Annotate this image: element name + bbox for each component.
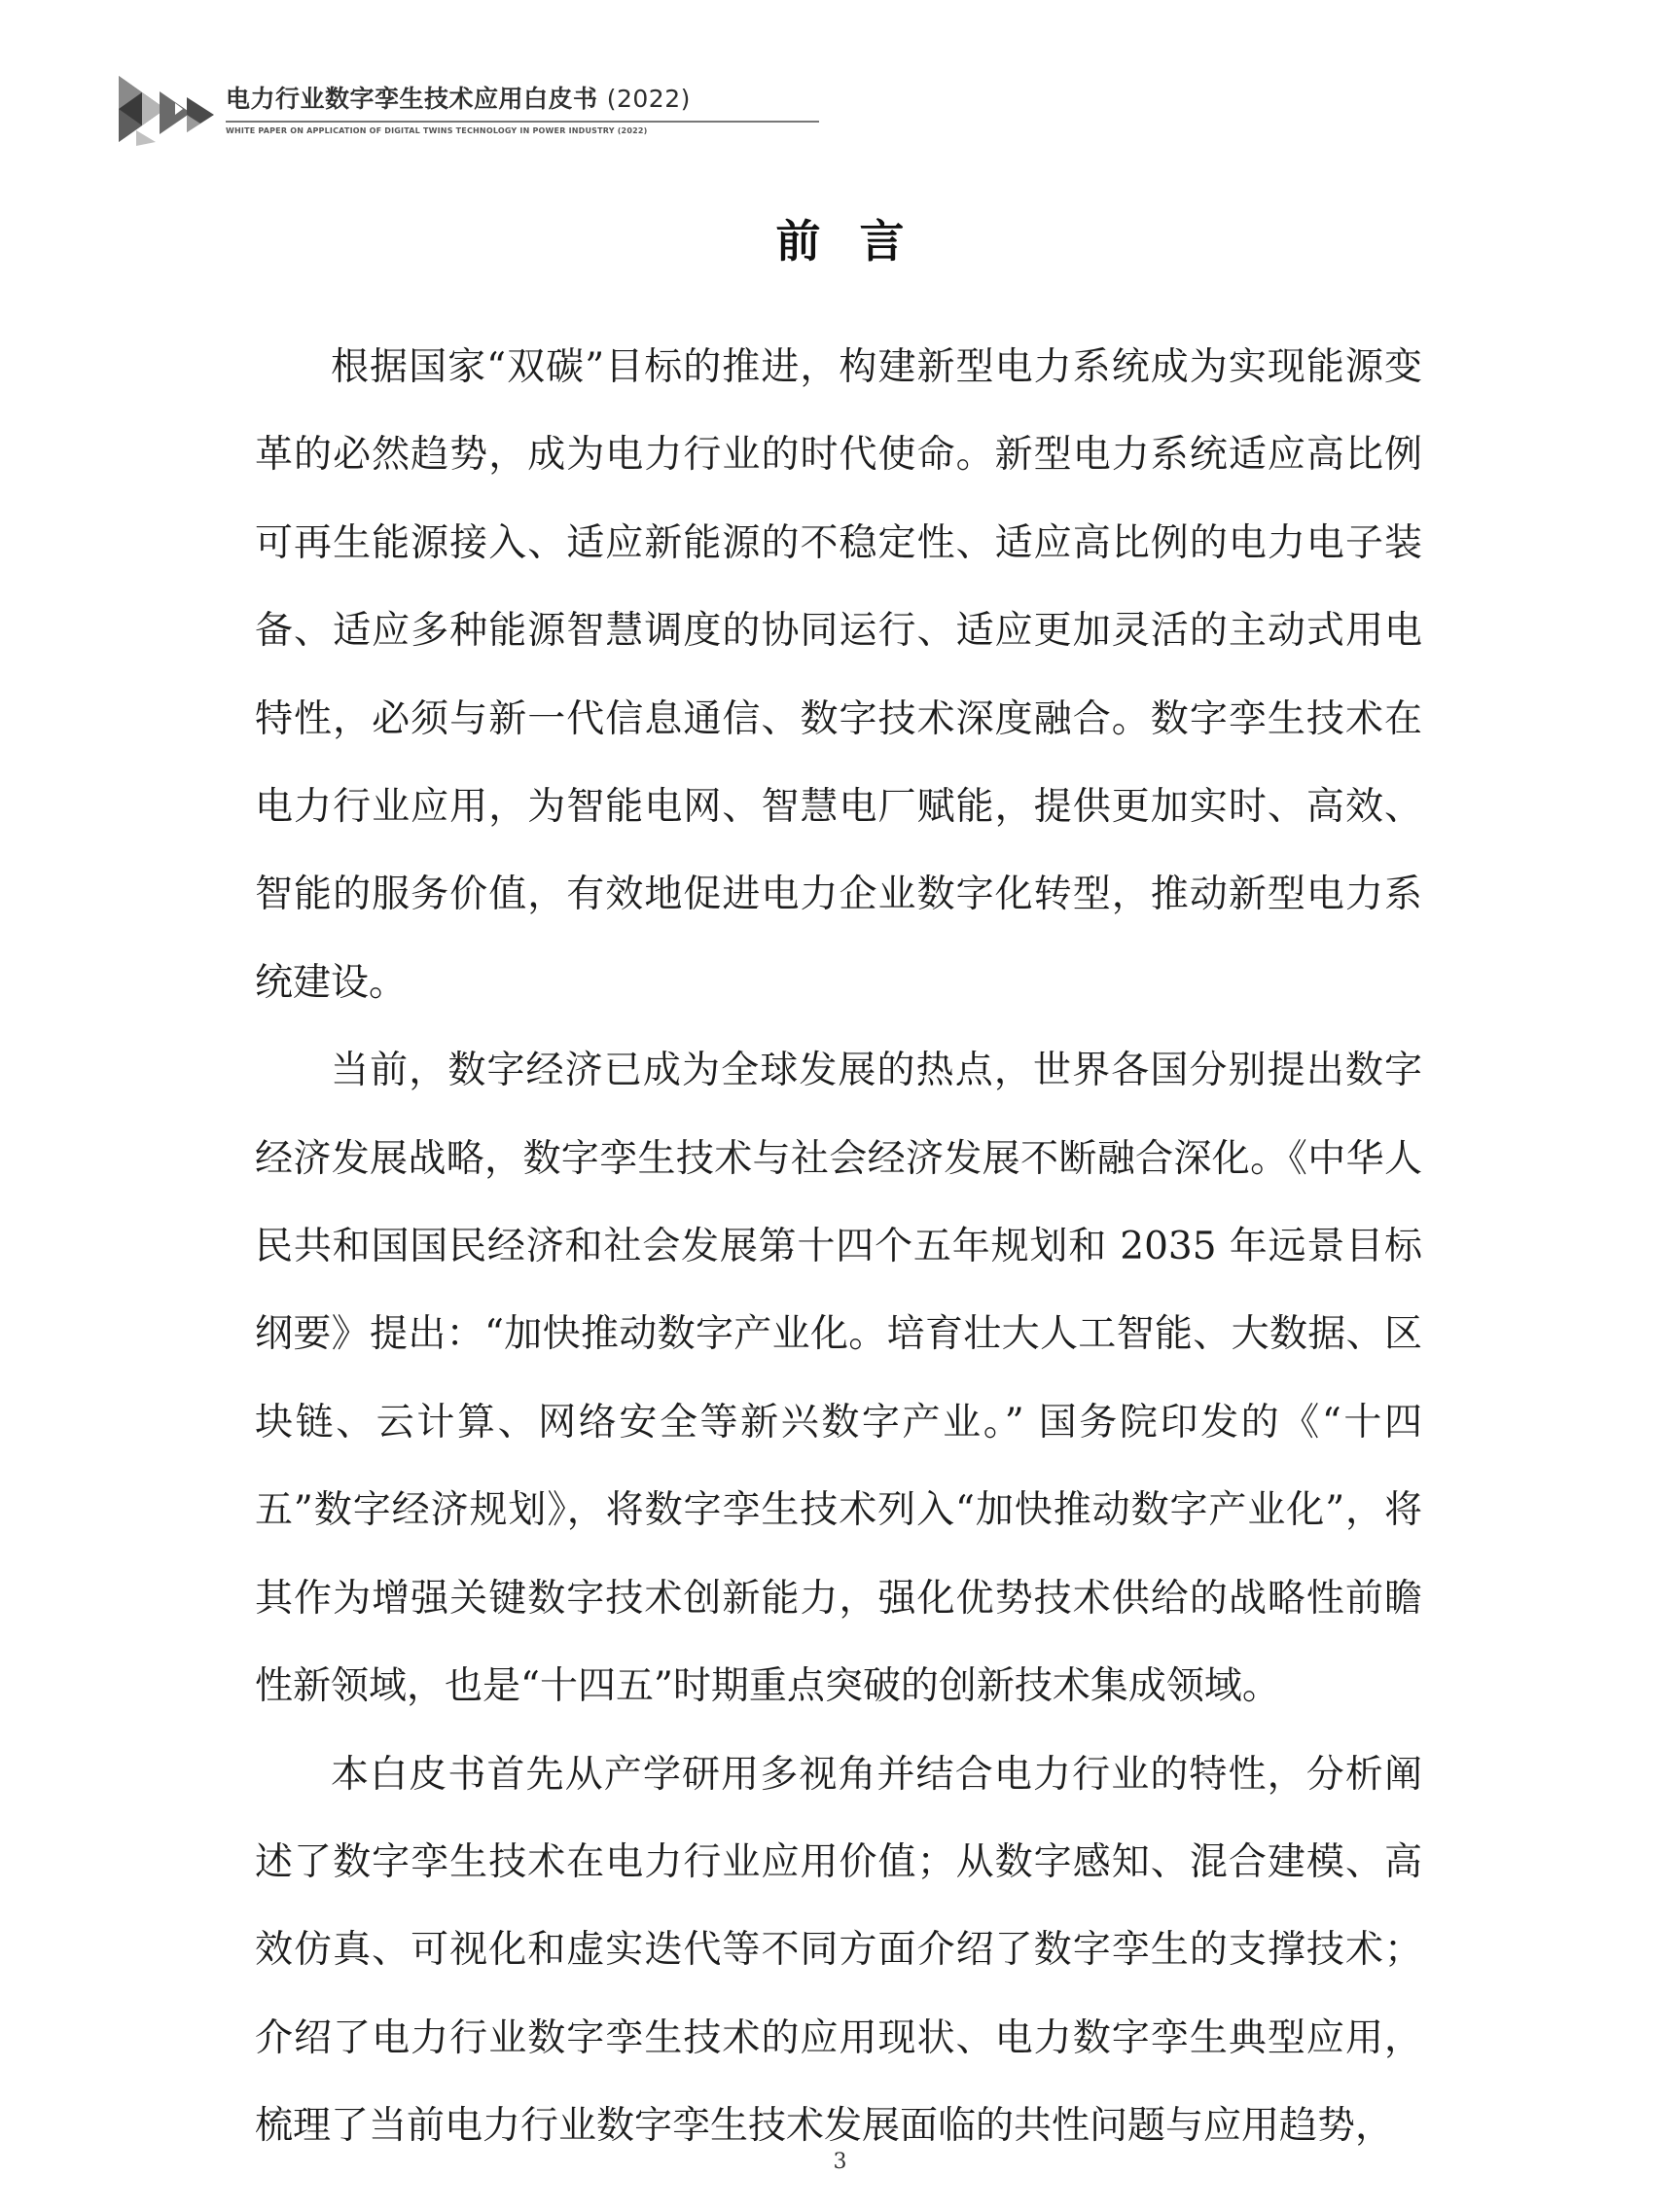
paragraph: 本白皮书首先从产学研用多视角并结合电力行业的特性，分析阐述了数字孪生技术在电力行业应用价值；从数字感知、混合建模、高效仿真、可视化和虚实迭代等不同方面介绍了数字孪生的支撑技术；介绍了电力行业数字孪生技术的应用现状、电力数字孪生典型应用，梳理了当前电力行业数字孪生技术发展面临的共性问题与应用趋势， <box>255 1752 1422 2149</box>
header-title-en: WHITE PAPER ON APPLICATION OF DIGITAL TWINS TECHNOLOGY IN POWER INDUSTRY (2022) <box>226 126 648 135</box>
page-number: 3 <box>833 2150 847 2174</box>
triangle-play-logo-icon <box>117 70 218 146</box>
body-text <box>255 324 1422 2171</box>
paragraph: 当前，数字经济已成为全球发展的热点，世界各国分别提出数字经济发展战略，数字孪生技术与社会经济发展不断融合深化。《中华人民共和国国民经济和社会发展第十四个五年规划和 2035 年远景目标纲要》提出：“加快推动数字产业化。培育壮大人工智能、大数据、区块链、云计算、网络安全等新兴数字产业。” 国务院印发的《“十四五”数字经济规划》，将数字孪生技术列入“加快推动数字产业化”，将其作为增强关键数字技术创新能力，强化优势技术供给的战略性前瞻性新领域，也是“十四五”时期重点突破的创新技术集成领域。 <box>255 1049 1422 1709</box>
header-title-year: (2022) <box>606 85 691 113</box>
paragraph: 根据国家“双碳”目标的推进，构建新型电力系统成为实现能源变革的必然趋势，成为电力行业的时代使命。新型电力系统适应高比例可再生能源接入、适应新能源的不稳定性、适应高比例的电力电子装备、适应多种能源智慧调度的协同运行、适应更加灵活的主动式用电特性，必须与新一代信息通信、数字技术深度融合。数字孪生技术在电力行业应用，为智能电网、智慧电厂赋能，提供更加实时、高效、智能的服务价值，有效地促进电力企业数字化转型，推动新型电力系统建设。 <box>255 345 1422 1005</box>
header-divider <box>226 121 819 123</box>
header-title-cn <box>226 80 691 115</box>
document-header <box>117 70 739 146</box>
header-title-text: 电力行业数字孪生技术应用白皮书 <box>226 85 598 113</box>
page-title: 前言 <box>775 215 944 267</box>
